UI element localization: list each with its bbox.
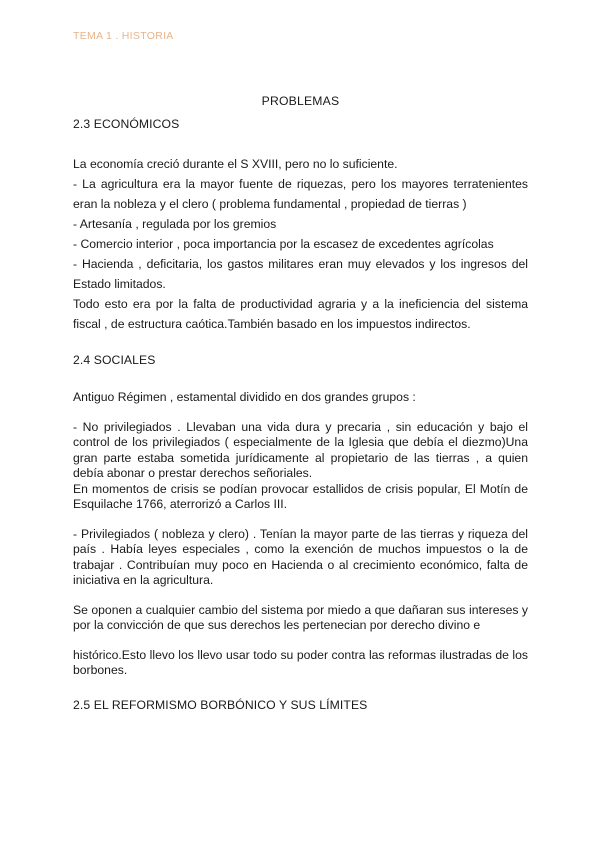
economicos-paragraph: - Artesanía , regulada por los gremios	[73, 217, 277, 231]
oponen-paragraph: Se oponen a cualquier cambio del sistema por miedo a que dañaran sus intereses y por la convicción de que sus derechos les pertenecian por derecho divino e	[73, 602, 528, 632]
historico-paragraph: histórico.Esto llevo los llevo usar todo su poder contra las reformas ilustradas de los borbones.	[73, 647, 528, 677]
section-heading-sociales: 2.4 SOCIALES	[73, 353, 156, 367]
privilegiados-paragraph: - Privilegiados ( nobleza y clero) . Tenían la mayor parte de las tierras y riqueza del país . Había leyes especiales , como la exención de muchos impuestos o la de trabajar . Contribuían muy poco en Hacienda o al crecimiento económico, falta de iniciativa en la agricultura.	[73, 526, 528, 587]
section-heading-economicos: 2.3 ECONÓMICOS	[73, 117, 180, 131]
economicos-paragraph: La economía creció durante el S XVIII, pero no lo suficiente.	[73, 157, 398, 171]
economicos-paragraph: - La agricultura era la mayor fuente de riquezas, pero los mayores terratenientes eran la nobleza y el clero ( problema fundamental , propiedad de tierras )	[73, 177, 528, 211]
document-body	[73, 94, 528, 713]
sociales-intro: Antiguo Régimen , estamental dividido en dos grandes grupos :	[73, 390, 416, 404]
no-privilegiados-paragraph: - No privilegiados . Llevaban una vida dura y precaria , sin educación y bajo el control de los privilegiados ( especialmente de la Iglesia que debía el diezmo)Una gran parte estaba sometida jurídicamente al propietario de las tierras , a quien debía abonar o prestar derechos señoriales.	[73, 419, 528, 480]
economicos-paragraph: Todo esto era por la falta de productividad agraria y a la ineficiencia del sistema fiscal , de estructura caótica.También basado en los impuestos indirectos.	[73, 297, 528, 331]
economicos-paragraph: - Hacienda , deficitaria, los gastos militares eran muy elevados y los ingresos del Estado limitados.	[73, 257, 528, 291]
section-heading-reformismo: 2.5 EL REFORMISMO BORBÓNICO Y SUS LÍMITES	[73, 697, 368, 712]
crisis-paragraph: En momentos de crisis se podían provocar estallidos de crisis popular, El Motín de Esquilache 1766, aterrorizó a Carlos III.	[73, 481, 528, 511]
document-title: PROBLEMAS	[261, 94, 340, 108]
page-header: TEMA 1 . HISTORIA	[73, 30, 174, 42]
economicos-paragraph: - Comercio interior , poca importancia por la escasez de excedentes agrícolas	[73, 237, 494, 251]
